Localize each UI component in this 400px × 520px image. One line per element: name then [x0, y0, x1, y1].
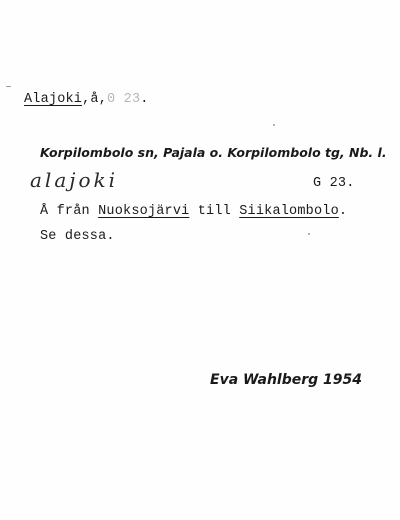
margin-mark [6, 86, 11, 87]
stray-mark [273, 124, 275, 126]
handwritten-name: alajoki [30, 168, 119, 192]
to-place: Siikalombolo [239, 204, 339, 219]
description-line [40, 204, 347, 219]
description-middle: till [189, 204, 240, 219]
place-name: Alajoki [24, 92, 83, 107]
header-faded-code: 0 23 [107, 92, 141, 107]
from-place: Nuoksojärvi [98, 204, 190, 219]
description-suffix: . [338, 204, 348, 219]
header-separator-1: , [82, 92, 91, 107]
description-prefix: Å från [40, 204, 99, 219]
header-line [24, 92, 149, 107]
see-also: Se dessa. [40, 229, 115, 244]
stray-mark-2 [308, 233, 310, 235]
header-separator-2: , [98, 92, 108, 107]
header-ending: å [90, 92, 99, 107]
classification-code: G 23. [313, 176, 355, 191]
header-trail: . [140, 92, 149, 107]
signature: Eva Wahlberg 1954 [210, 372, 362, 388]
location-line: Korpilombolo sn, Pajala o. Korpilombolo tg, Nb. l. [40, 145, 387, 160]
